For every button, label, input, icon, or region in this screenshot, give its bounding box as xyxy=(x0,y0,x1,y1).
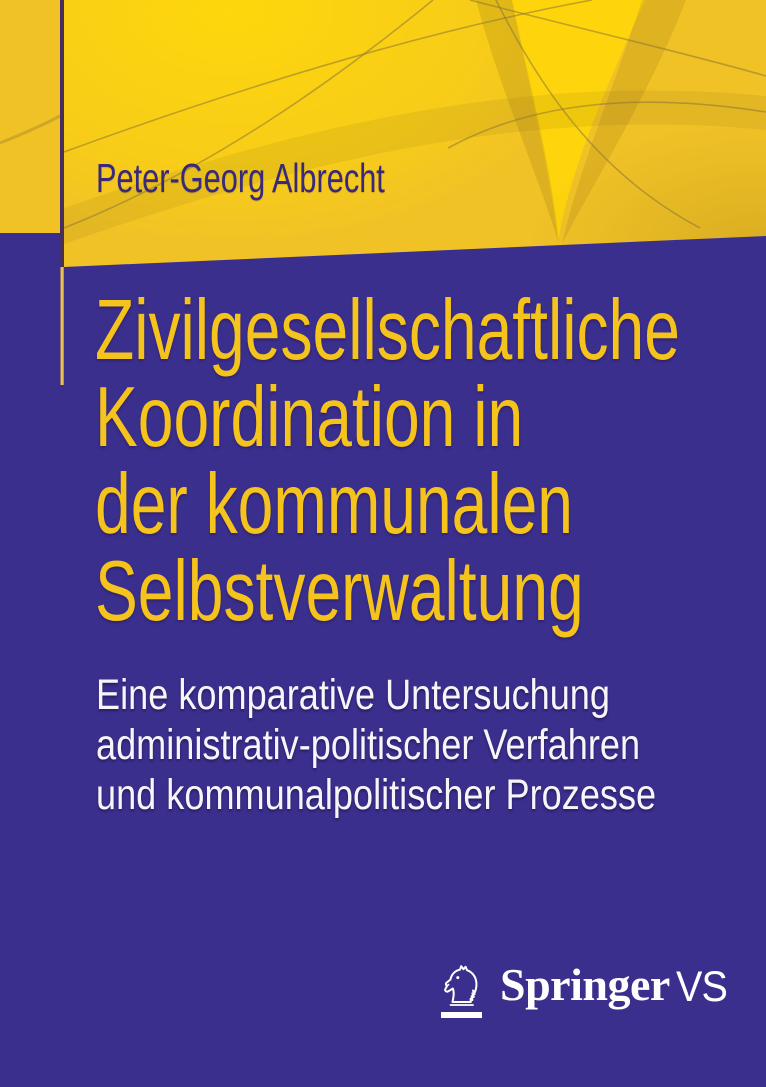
author-name: Peter-Georg Albrecht xyxy=(96,155,385,201)
publisher-name: Springer xyxy=(500,959,670,1010)
subtitle-line: administrativ-politischer Verfahren xyxy=(96,721,641,769)
title-line: Selbstverwaltung xyxy=(95,544,584,639)
divider-line-yellow xyxy=(61,267,64,385)
title-line: der kommunalen xyxy=(95,457,573,552)
subtitle-line: und kommunalpolitischer Prozesse xyxy=(96,771,657,819)
title-line: Zivilgesellschaftliche xyxy=(95,283,680,378)
springer-horse-icon xyxy=(442,962,478,1008)
publisher-imprint: VS xyxy=(676,963,727,1011)
divider-line-dark xyxy=(61,0,64,267)
title-line: Koordination in xyxy=(95,370,524,465)
book-title xyxy=(95,283,680,639)
logo-underline xyxy=(441,1012,482,1018)
subtitle-line: Eine komparative Untersuchung xyxy=(96,671,610,719)
left-strip xyxy=(0,0,60,233)
book-subtitle xyxy=(96,670,656,820)
